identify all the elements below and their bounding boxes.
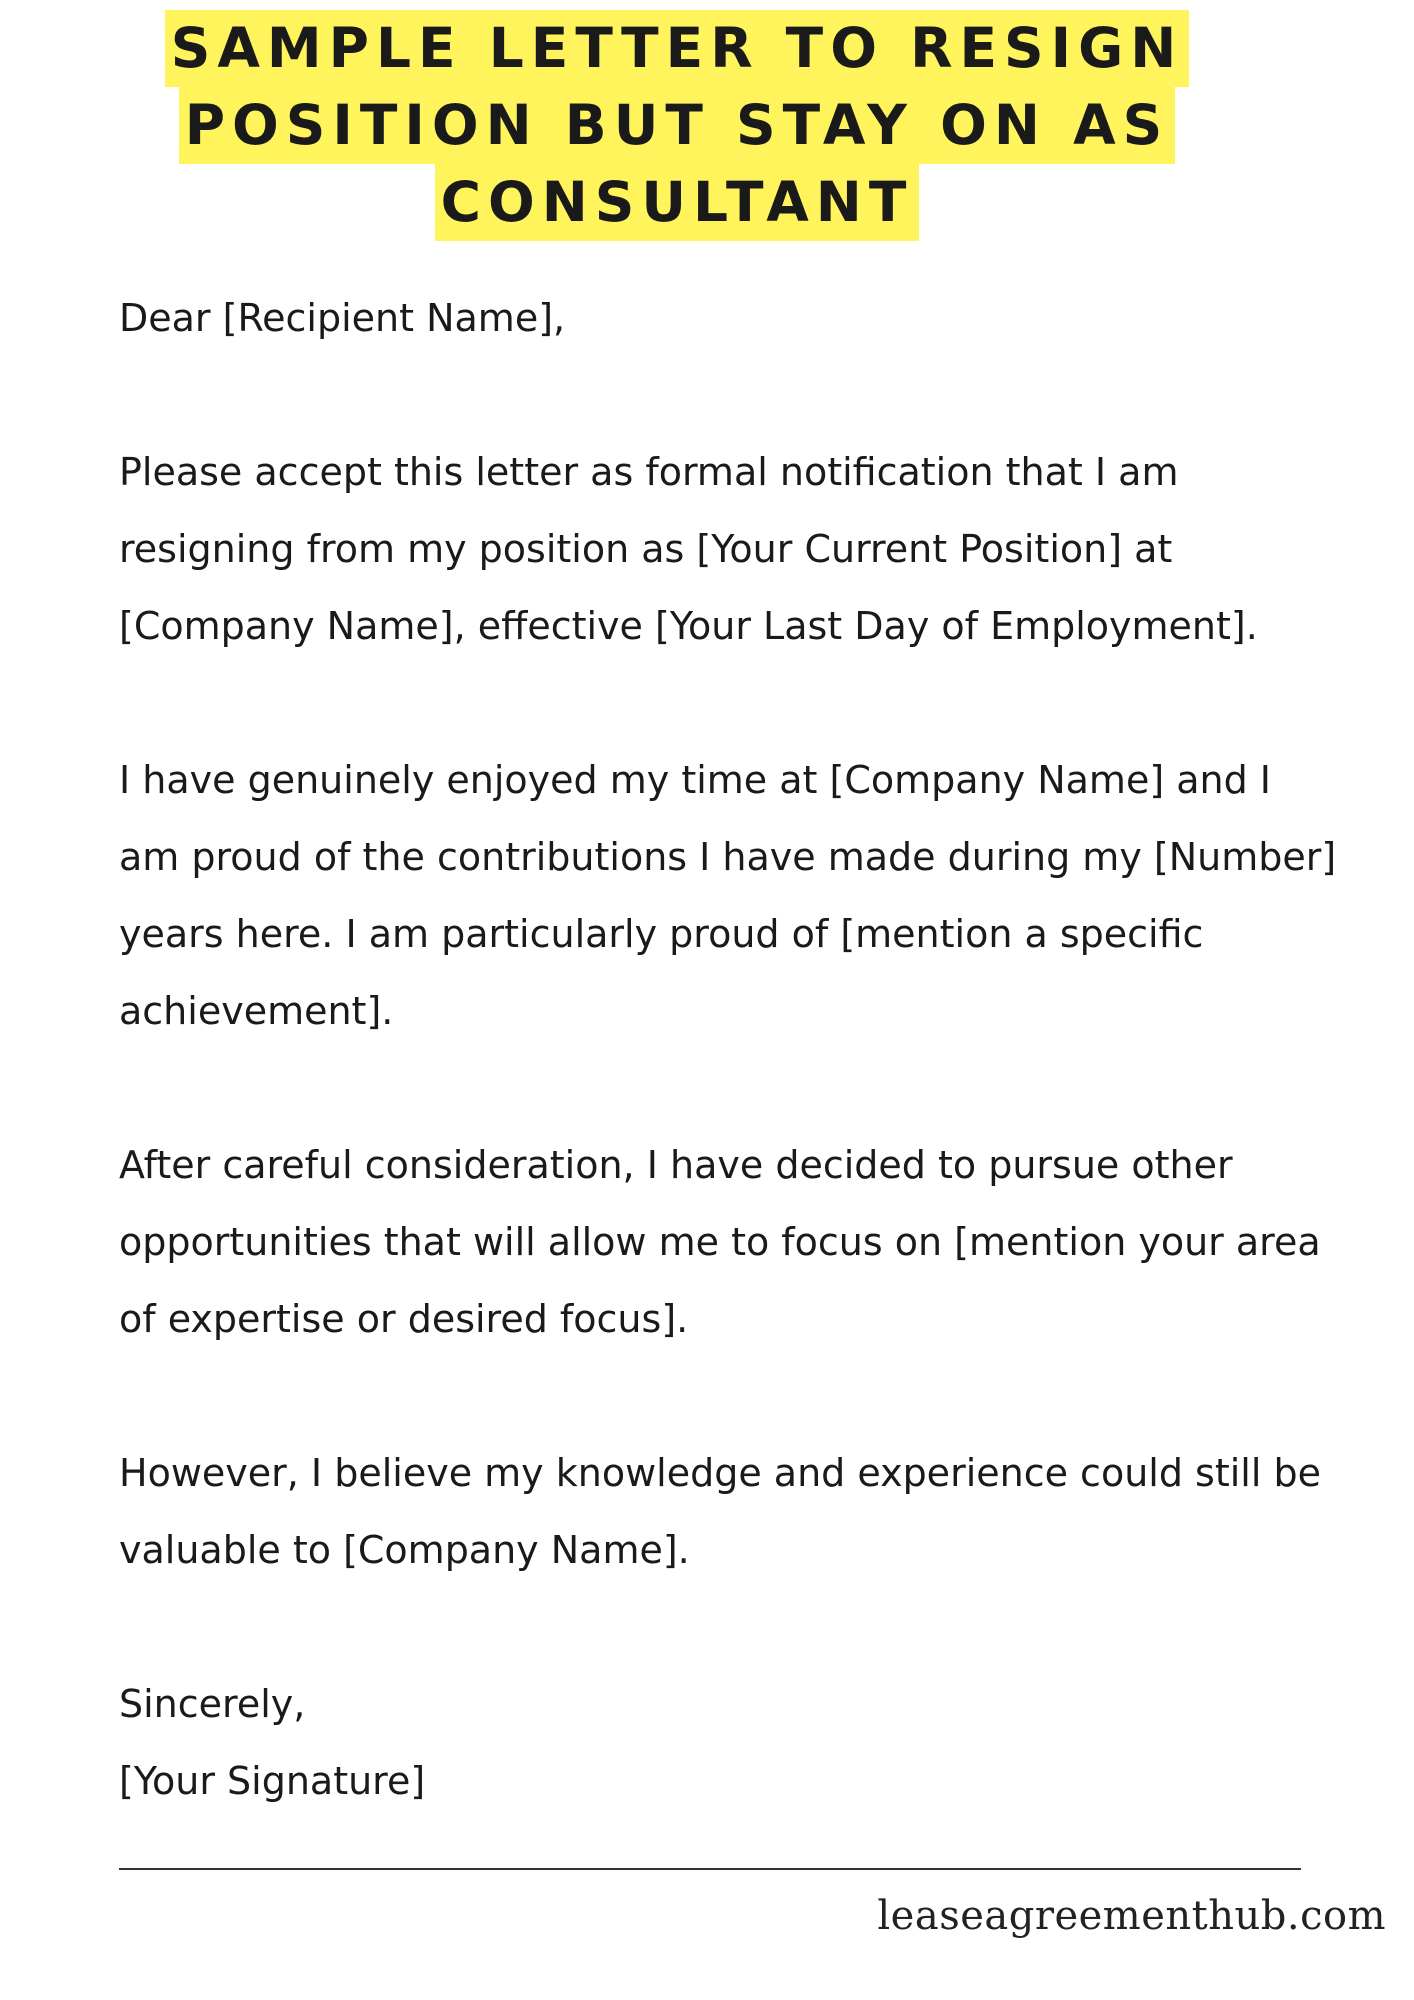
website-watermark: leaseagreementhub.com: [877, 1893, 1386, 1939]
paragraph-1: Please accept this letter as formal notification that I am resigning from my position as [Your Current Position] at [Company Name], effective [Your Last Day of Employment].: [119, 450, 1258, 648]
signature-line: [119, 1868, 1301, 1870]
signature-placeholder: [Your Signature]: [119, 1759, 426, 1803]
paragraph-3: After careful consideration, I have decided to pursue other opportunities that will allow me to focus on [mention your area of expertise or desired focus].: [119, 1143, 1321, 1341]
letter-body: [119, 280, 1339, 1820]
paragraph-2: I have genuinely enjoyed my time at [Company Name] and I am proud of the contributions I have made during my [Number] years here. I am particularly proud of [mention a specific achievement].: [119, 758, 1337, 1033]
closing: Sincerely,: [119, 1682, 306, 1726]
salutation: Dear [Recipient Name],: [119, 296, 566, 340]
title-line-2: POSITION BUT STAY ON AS: [179, 87, 1176, 164]
paragraph-4: However, I believe my knowledge and experience could still be valuable to [Company Name].: [119, 1451, 1321, 1572]
title-line-3: CONSULTANT: [435, 164, 920, 241]
title-line-1: SAMPLE LETTER TO RESIGN: [165, 10, 1190, 87]
page-title: [0, 10, 1354, 241]
